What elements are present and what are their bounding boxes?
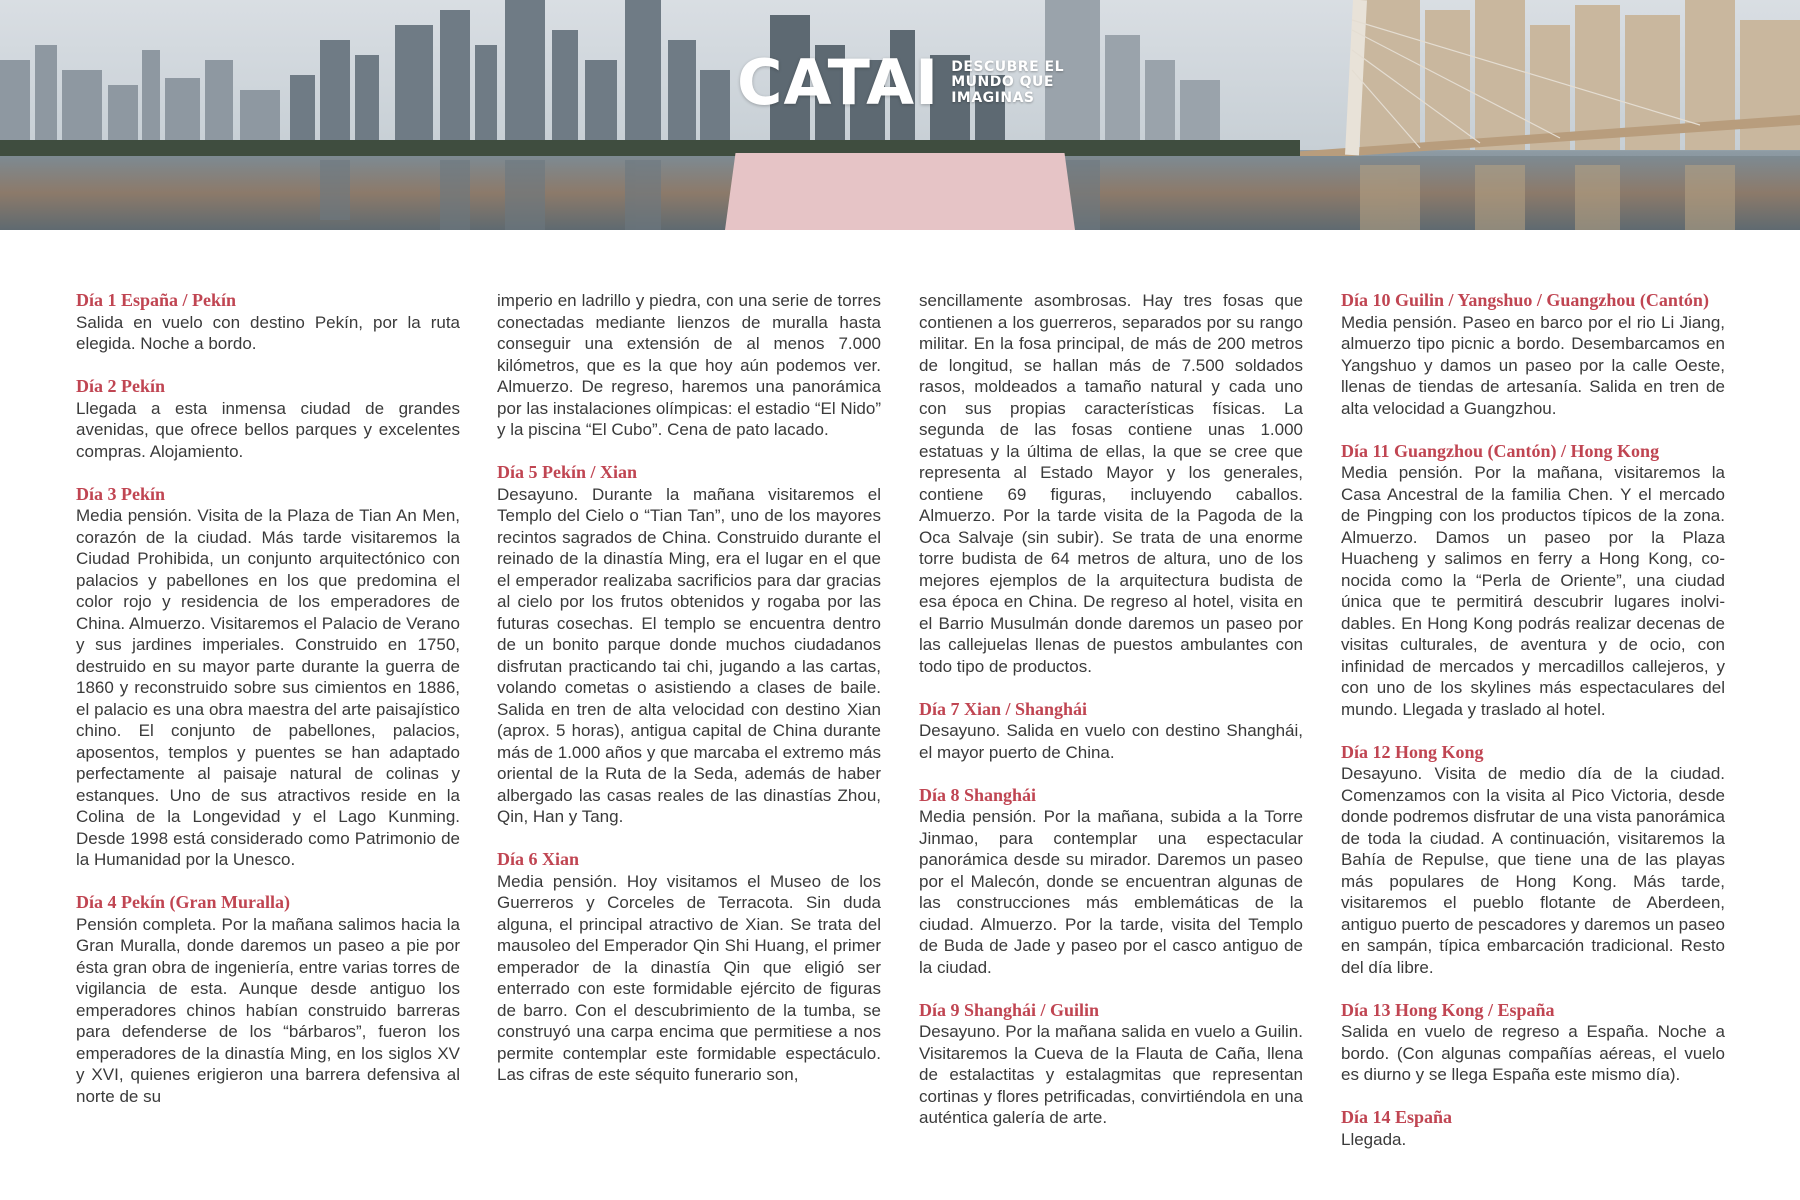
- day-description: Desayuno. Por la mañana salida en vuelo a Guilin. Visitaremos la Cueva de la Flauta de Caña, llena de estalactitas y estalagmitas que representan cortinas y flores petrificadas, convirtiéndola en una auténtica galería de arte.: [919, 1022, 1303, 1127]
- itinerary-day: [76, 892, 460, 1107]
- day-description: Salida en vuelo con destino Pekín, por la ruta elegida. Noche a bordo.: [76, 312, 460, 353]
- day-heading: Día 10 Guilin / Yangshuo / Guangzhou (Cantón): [1341, 290, 1709, 310]
- day-heading: Día 8 Shanghái: [919, 784, 1037, 805]
- itinerary-column-2: [497, 290, 881, 1107]
- pink-accent-tab: [725, 153, 1075, 230]
- day-description: Llegada.: [1341, 1129, 1407, 1149]
- day-heading: Día 13 Hong Kong / España: [1341, 999, 1555, 1020]
- itinerary-day: [497, 462, 881, 828]
- itinerary-column-3: [919, 290, 1303, 1150]
- itinerary-day: [76, 484, 460, 871]
- itinerary-day: [1341, 1000, 1725, 1086]
- itinerary-day: [76, 376, 460, 462]
- day-description: sencillamente asombrosas. Hay tres fosas que contienen a los guerreros, separados por su rango militar. En la fosa principal, de más de 200 metros de longitud, se hallan más de 7.500 soldados rasos, moldeados a tamaño natural y cada uno con sus propias características físicas. La segunda de las fosas contiene unas 1.000 estatuas y la última de ellas, la que se cree que representa al Estado Mayor y los generales, contiene 69 figuras, incluyendo caballos. Almuerzo. Por la tarde visita de la Pagoda de la Oca Salvaje (sin subir). Se trata de una enorme torre budista de 64 metros de altura, uno de los mejores ejemplos de la arquitectura budista de esa época en China. De regreso al hotel, visita en el Barrio Musulmán donde daremos un paseo por las callejuelas llenas de puestos ambulantes con todo tipo de productos.: [919, 291, 1303, 676]
- day-heading: Día 3 Pekín: [76, 483, 166, 504]
- day-heading: Día 11 Guangzhou (Cantón) / Hong Kong: [1341, 440, 1660, 461]
- itinerary-day: [497, 290, 881, 441]
- day-heading: Día 6 Xian: [497, 849, 580, 869]
- header-banner: [0, 0, 1800, 230]
- day-description: Pensión completa. Por la mañana salimos hacia la Gran Muralla, donde daremos un paseo a pie por ésta gran obra de ingeniería, entre varias torres de vigilancia de esta. Aunque desde antiguo los emperadores chinos habían construido barreras para defenderse de los “bárbaros”, fueron los emperadores de la dinastía Ming, en los siglos XV y XVI, quienes erigieron una barrera defensiva al norte de su: [76, 914, 460, 1106]
- itinerary-day: [1341, 1107, 1725, 1150]
- day-heading: Día 7 Xian / Shanghái: [919, 698, 1088, 719]
- itinerary-day: [919, 1000, 1303, 1129]
- day-heading: Día 12 Hong Kong: [1341, 741, 1484, 762]
- itinerary-day: [497, 849, 881, 1086]
- logo-tagline: DESCUBRE EL MUNDO QUE IMAGINAS: [951, 58, 1064, 106]
- itinerary-day: [919, 290, 1303, 677]
- day-heading: Día 2 Pekín: [76, 376, 166, 396]
- day-description: Desayuno. Visita de medio día de la ciudad. Comenzamos con la visita al Pico Victoria, desde donde podremos disfrutar de una vista panorámica de toda la ciudad. A continuación, visitaremos la Bahía de Repulse, que tiene una de las playas más populares de Hong Kong. Más tarde, visitaremos el pueblo flotante de Aberdeen, antiguo puerto de pescadores y daremos un paseo en sampán, típica embarcación tradicional. Resto del día libre.: [1341, 764, 1725, 977]
- day-heading: Día 5 Pekín / Xian: [497, 462, 638, 482]
- catai-logo: [737, 46, 1064, 119]
- itinerary-day: [1341, 441, 1725, 721]
- day-heading: Día 1 España / Pekín: [76, 290, 237, 310]
- day-description: Media pensión. Hoy visitamos el Museo de los Guerreros y Corceles de Terracota. Sin duda alguna, el principal atractivo de Xian. Se trata del mausoleo del Emperador Qin Shi Huang, el primer emperador de la dinastía Qin que eligió ser enterrado con este formidable ejército de figuras de barro. Con el descubrimiento de la tumba, se construyó una carpa encima que permitiese a nos permite contemplar este formidable espectáculo. Las cifras de este séquito funerario son,: [497, 871, 881, 1084]
- day-description: Llegada a esta inmensa ciudad de grandes avenidas, que ofrece bellos parques y excelentes compras. Alojamiento.: [76, 398, 460, 461]
- itinerary-column-4: [1341, 290, 1725, 1172]
- logo-wordmark: CATAI: [737, 46, 940, 119]
- day-heading: Día 14 España: [1341, 1107, 1453, 1127]
- itinerary-day: [76, 290, 460, 355]
- day-description: Desayuno. Salida en vuelo con destino Shanghái, el mayor puerto de China.: [919, 721, 1303, 762]
- itinerary-day: [1341, 290, 1725, 419]
- day-description: Media pensión. Visita de la Plaza de Tian An Men, corazón de la ciudad. Más tarde visitaremos la Ciudad Prohibida, un conjunto arquitectónico con palacios y pabellones en los que predomina el color rojo y residencia de los emperadores de China. Almuerzo. Visitaremos el Palacio de Verano y sus jardines imperiales. Construido en 1750, destruido en su mayor parte durante la guerra de 1860 y reconstruido sobre sus cimientos en 1886, el palacio es una obra maestra del arte paisajístico chino. El conjunto de pabellones, palacios, aposentos, templos y puentes se han adaptado perfectamente al paisaje natural de colinas y estanques. Uno de sus atractivos reside en la Colina de la Longevidad y el Lago Kunming. Desde 1998 está considerado como Patrimonio de la Humanidad por la Unesco.: [76, 506, 460, 869]
- day-description: imperio en ladrillo y piedra, con una serie de torres conectadas mediante lienzos de muralla hasta conseguir una extensión de al menos 7.000 kilómetros, que es la que hoy aún podemos ver. Almuerzo. De regreso, haremos una panorámica por las instalaciones olímpicas: el estadio “El Nido” y la piscina “El Cubo”. Cena de pato lacado.: [497, 291, 881, 439]
- day-description: Media pensión. Por la mañana, visitaremos la Casa Ancestral de la familia Chen. Y el mercado de Pingping con los productos típicos de la zona. Almuerzo. Damos un paseo por la Plaza Huacheng y salimos en ferry a Hong Kong, conocida como la “Perla de Oriente”, una ciudad única que te permitirá descubrir lugares inolvidables. En Hong Kong podrás realizar decenas de visitas culturales, de aventura y de ocio, con infinidad de mercados y mercadillos callejeros, y con uno de los skylines más espectaculares del mundo. Llegada y traslado al hotel.: [1341, 463, 1725, 719]
- itinerary-day: [1341, 742, 1725, 979]
- day-description: Media pensión. Por la mañana, subida a la Torre Jinmao, para contemplar una espectacular panorámica desde su mirador. Daremos un paseo por el Malecón, donde se encuentran algunas de las construcciones más emblemáticas de la ciudad. Almuerzo. Por la tarde, visita del Templo de Buda de Jade y paseo por el casco antiguo de la ciudad.: [919, 807, 1303, 977]
- itinerary-day: [919, 785, 1303, 979]
- day-description: Salida en vuelo de regreso a España. Noche a bordo. (Con algunas compañías aéreas, el vuelo es diurno y se llega España este mismo día).: [1341, 1022, 1725, 1084]
- day-heading: Día 9 Shanghái / Guilin: [919, 999, 1100, 1020]
- day-heading: Día 4 Pekín (Gran Muralla): [76, 892, 290, 912]
- itinerary-day: [919, 699, 1303, 764]
- itinerary-column-1: [76, 290, 460, 1129]
- day-description: Desayuno. Durante la mañana visitaremos el Templo del Cielo o “Tian Tan”, uno de los mayores recintos sagrados de China. Construido durante el reinado de la dinastía Ming, era el lugar en el que el emperador realizaba sacrificios para dar gracias al cielo por los frutos obtenidos y rogaba por las futuras cosechas. El templo se encuentra dentro de un bonito parque donde muchos ciudadanos disfrutan practicando tai chi, jugando a las cartas, volando cometas o asistiendo a clases de baile. Salida en tren de alta velocidad con destino Xian (aprox. 5 horas), antigua capital de China durante más de 1.000 años y que marcaba el extremo más oriental de la Ruta de la Seda, además de haber albergado las casas reales de las dinastías Zhou, Qin, Han y Tang.: [497, 484, 881, 826]
- day-description: Media pensión. Paseo en barco por el rio Li Jiang, almuerzo tipo picnic a bordo. Desembarcamos en Yangshuo y damos un paseo por la calle Oeste, llenas de tiendas de artesanía. Salida en tren de alta velocidad a Guangzhou.: [1341, 312, 1725, 418]
